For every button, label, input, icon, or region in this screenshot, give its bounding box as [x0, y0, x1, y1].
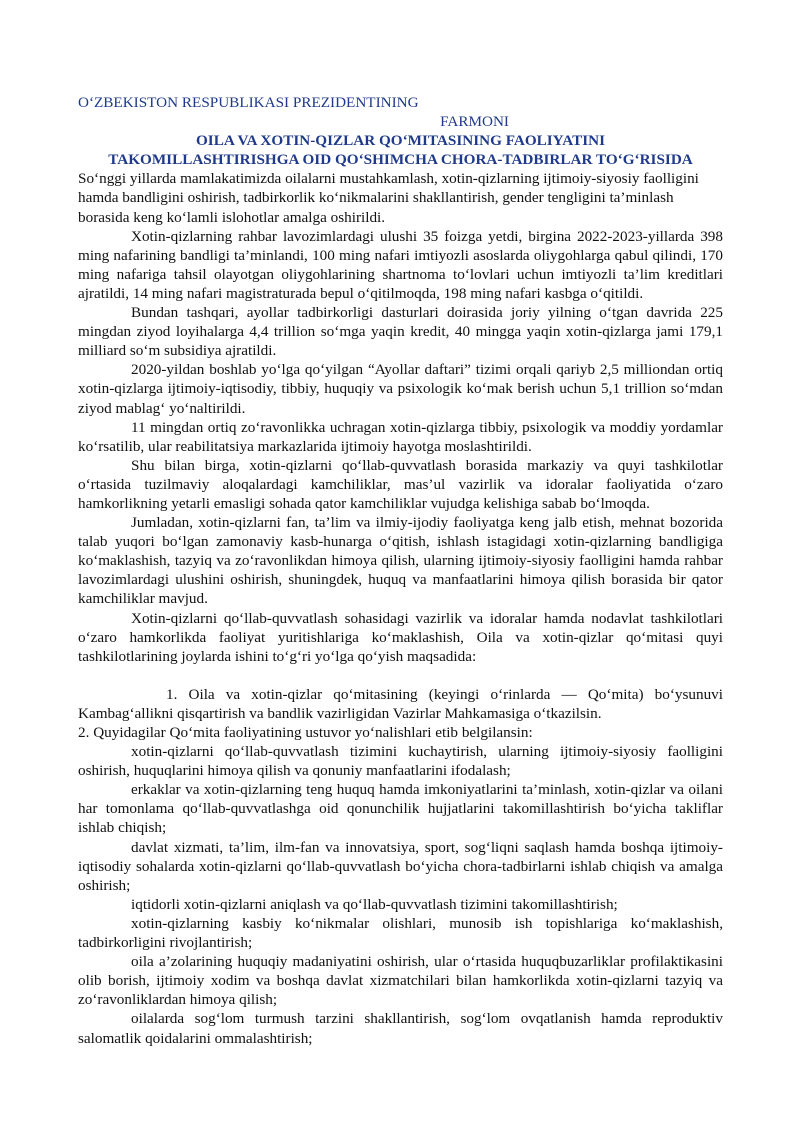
document-title-line-1: OILA VA XOTIN-QIZLAR QO‘MITASINING FAOLIYATINI — [195, 132, 606, 150]
document-type: FARMONI — [440, 113, 509, 131]
decree-item-1: 1. Oila va xotin-qizlar qo‘mitasining (keyingi o‘rinlarda — Qo‘mita) bo‘ysunuvi Kambag‘allikni qisqartirish va bandlik vazirligidan Vazirlar Mahkamasiga o‘tkazilsin. — [78, 685, 723, 722]
decree-item-2: 2. Quyidagilar Qo‘mita faoliyatining ustuvor yo‘nalishlari etib belgilansin: — [78, 724, 533, 741]
priority-direction: erkaklar va xotin-qizlarning teng huquq hamda imkoniyatlarini ta’minlash, xotin-qizlar va oilani har tomonlama qo‘llab-quvvatlashga oid qonunchilik hujjatlarini takomillashtirish bo‘yicha takliflar ishlab chiqish; — [78, 781, 723, 837]
priority-direction: davlat xizmati, ta’lim, ilm-fan va innovatsiya, sport, sog‘liqni saqlash hamda boshqa ijtimoiy-iqtisodiy sohalarda xotin-qizlarni qo‘llab-quvvatlash bo‘yicha chora-tadbirlarni ishlab chiqish va amalga oshirish; — [78, 838, 723, 894]
paragraph: 11 mingdan ortiq zo‘ravonlikka uchragan xotin-qizlarga tibbiy, psixologik va moddiy yordamlar ko‘rsatilib, ular reabilitatsiya markazlarida ijtimoiy hayotga moslashtirildi. — [78, 418, 723, 455]
paragraph: Xotin-qizlarning rahbar lavozimlardagi ulushi 35 foizga yetdi, birgina 2022-2023-yillarda 398 ming nafarining bandligi ta’minlandi, 100 ming nafari imtiyozli asoslarda oliygohlarga qabul qilindi, 170 ming nafariga tahsil olayotgan oliygohlarining shartnoma to‘lovlari uchun imtiyozli ta’lim kreditlari ajratildi, 14 ming nafari magistraturada bepul o‘qitilmoqda, 198 ming nafari kasbga o‘qitildi. — [78, 227, 723, 302]
paragraph: Shu bilan birga, xotin-qizlarni qo‘llab-quvvatlash borasida markaziy va quyi tashkilotlar o‘rtasida tuzilmaviy aloqalardagi kamchiliklar, mas’ul vazirlik va idoralar faoliyatida o‘zaro hamkorlikning yetarli emasligi sohada qator kamchiliklar vujudga kelishiga sabab bo‘lmoqda. — [78, 456, 723, 512]
priority-direction: xotin-qizlarni qo‘llab-quvvatlash tizimini kuchaytirish, ularning ijtimoiy-siyosiy faolligini oshirish, huquqlarini himoya qilish va qonuniy manfaatlarini ifodalash; — [78, 743, 723, 780]
paragraph: So‘nggi yillarda mamlakatimizda oilalarni mustahkamlash, xotin-qizlarning ijtimoiy-siyosiy faolligini hamda bandligini oshirish, tadbirkorlik ko‘nikmalarini shakllantirish, gender tengligini ta’minlash borasida keng ko‘lamli islohotlar amalga oshirildi. — [78, 170, 699, 226]
priority-direction: oilalarda sog‘lom turmush tarzini shakllantirish, sog‘lom ovqatlanish hamda reproduktiv salomatlik qoidalarini ommalashtirish; — [78, 1010, 723, 1047]
document-title-line-2: TAKOMILLASHTIRISHGA OID QO‘SHIMCHA CHORA-TADBIRLAR TO‘G‘RISIDA — [108, 151, 693, 169]
document-page — [78, 93, 723, 1048]
paragraph: Jumladan, xotin-qizlarni fan, ta’lim va ilmiy-ijodiy faoliyatga keng jalb etish, mehnat bozorida talab yuqori bo‘lgan zamonaviy kasb-hunarga o‘qitish, ishlash istagidagi xotin-qizlarning bandligiga ko‘maklashish, tazyiq va zo‘ravonlikdan himoya qilish, ularning ijtimoiy-siyosiy faolligini hamda rahbar lavozimlardagi ulushini oshirish, shuningdek, huquq va manfaatlarini himoya qilish borasida bir qator kamchiliklar mavjud. — [78, 514, 723, 608]
issuer-line: O‘ZBEKISTON RESPUBLIKASI PREZIDENTINING — [78, 94, 419, 111]
priority-direction: iqtidorli xotin-qizlarni aniqlash va qo‘llab-quvvatlash tizimini takomillashtirish; — [131, 895, 618, 913]
paragraph: 2020-yildan boshlab yo‘lga qo‘yilgan “Ayollar daftari” tizimi orqali qariyb 2,5 milliondan ortiq xotin-qizlarga ijtimoiy-iqtisodiy, tibbiy, huquqiy va psixologik ko‘mak berish uchun 5,1 trillion so‘mdan ziyod mablag‘ yo‘naltirildi. — [78, 361, 723, 417]
paragraph: Xotin-qizlarni qo‘llab-quvvatlash sohasidagi vazirlik va idoralar hamda nodavlat tashkilotlari o‘zaro hamkorlikda faoliyat yuritishlariga ko‘maklashish, Oila va xotin-qizlar qo‘mitasi quyi tashkilotlarining joylarda ishini to‘g‘ri yo‘lga qo‘yish maqsadida: — [78, 609, 723, 665]
priority-direction: oila a’zolarining huquqiy madaniyatini oshirish, ular o‘rtasida huquqbuzarliklar profilaktikasini olib borish, ijtimoiy xodim va boshqa davlat xizmatchilari bilan hamkorlikda xotin-qizlarni tazyiq va zo‘ravonliklardan himoya qilish; — [78, 953, 723, 1009]
priority-direction: xotin-qizlarning kasbiy ko‘nikmalar olishlari, munosib ish topishlariga ko‘maklashish, tadbirkorligini rivojlantirish; — [78, 914, 723, 952]
blank-line — [78, 666, 723, 685]
paragraph: Bundan tashqari, ayollar tadbirkorligi dasturlari doirasida joriy yilning o‘tgan davrida 225 mingdan ziyod loyihalarga 4,4 trillion so‘mga yaqin kredit, 40 mingga yaqin xotin-qizlarga jami 179,1 milliard so‘m subsidiya ajratildi. — [78, 304, 723, 360]
